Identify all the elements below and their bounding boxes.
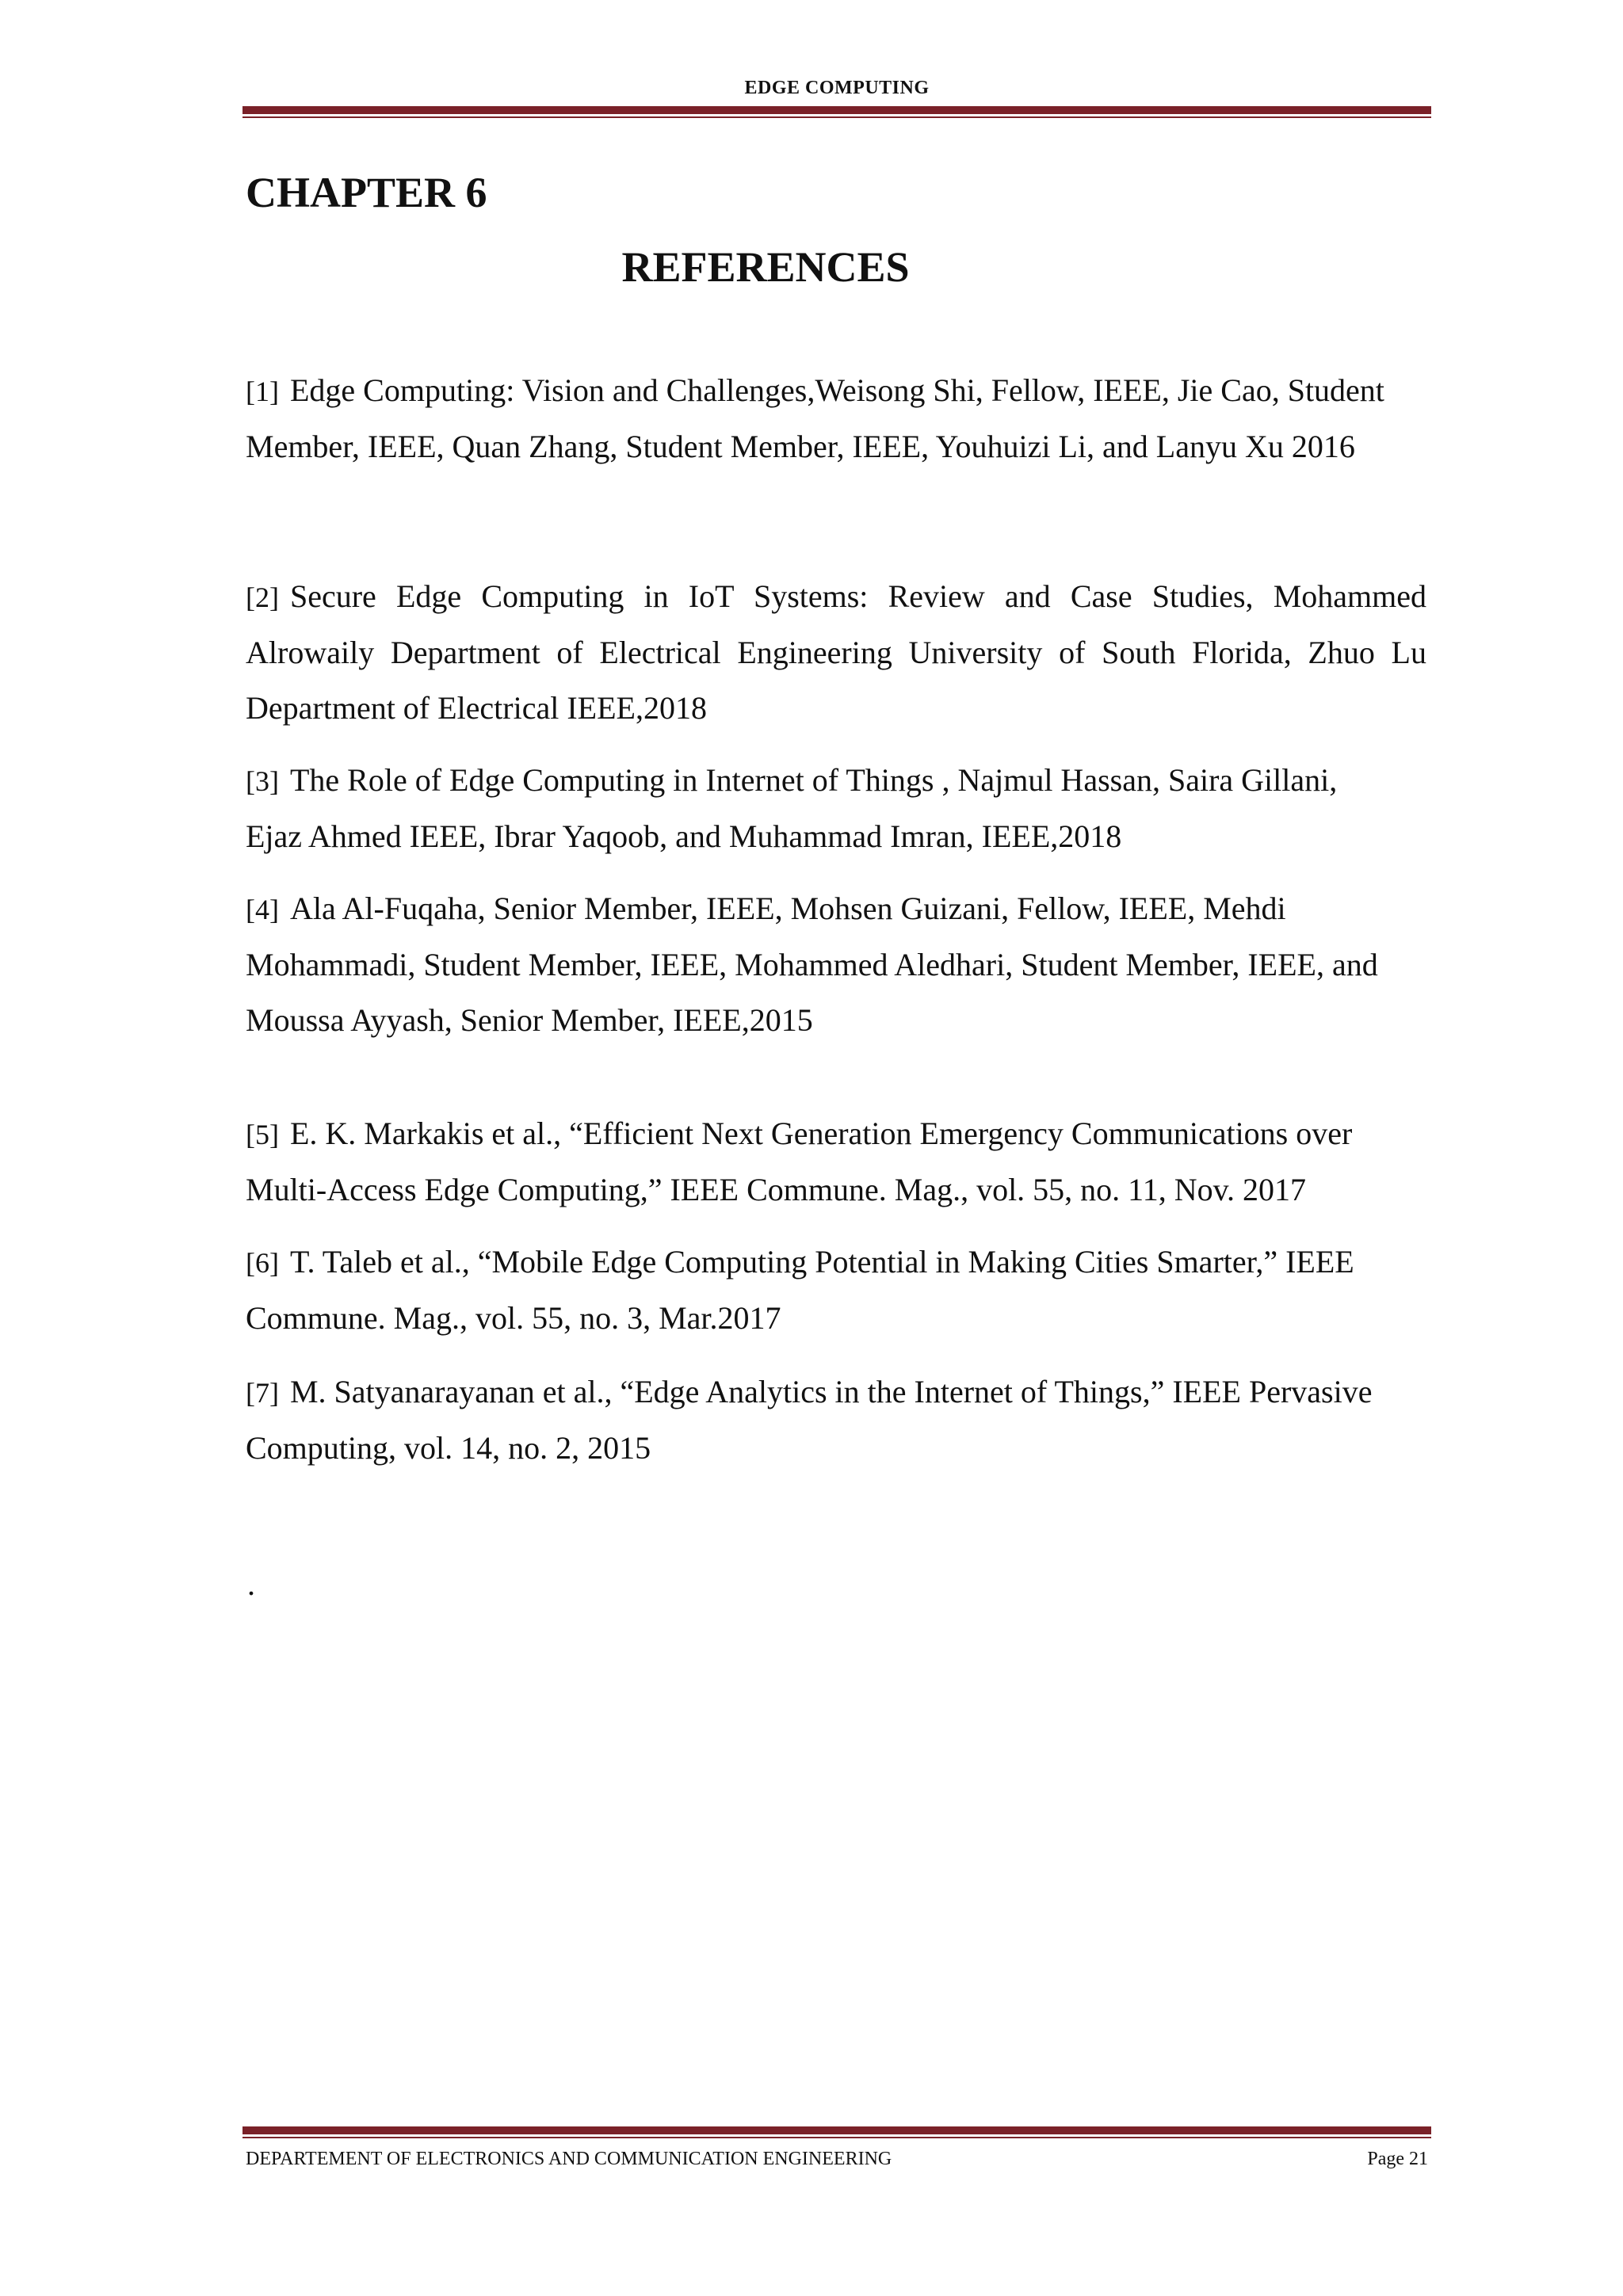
reference-text: M. Satyanarayanan et al., “Edge Analytics in the Internet of Things,” IEEE Pervasive Computing, vol. 14, no. 2, 2015 xyxy=(246,1374,1373,1466)
reference-item xyxy=(246,881,1426,1048)
reference-item xyxy=(246,363,1395,475)
reference-number: [7] xyxy=(246,1377,279,1409)
reference-item xyxy=(246,1364,1426,1476)
chapter-heading: CHAPTER 6 xyxy=(246,169,487,216)
header-rule-thin xyxy=(242,116,1431,118)
page-number: Page 21 xyxy=(1367,2149,1428,2169)
footer-rule-thin xyxy=(242,2137,1431,2138)
reference-text: E. K. Markakis et al., “Efficient Next Generation Emergency Communications over Multi-Access Edge Computing,” IEEE Commune. Mag., vol. 55, no. 11, Nov. 2017 xyxy=(246,1116,1353,1207)
reference-number: [2] xyxy=(246,582,279,613)
reference-number: [1] xyxy=(246,376,279,407)
reference-text: The Role of Edge Computing in Internet of Things , Najmul Hassan, Saira Gillani, Ejaz Ahmed IEEE, Ibrar Yaqoob, and Muhammad Imran, IEEE,2018 xyxy=(246,762,1338,854)
reference-item xyxy=(246,569,1426,736)
reference-number: [6] xyxy=(246,1247,279,1279)
reference-number: [5] xyxy=(246,1119,279,1150)
reference-item xyxy=(246,1234,1403,1346)
trailing-mark: . xyxy=(247,1566,255,1602)
reference-number: [3] xyxy=(246,765,279,797)
running-header: EDGE COMPUTING xyxy=(744,78,930,98)
reference-text: Ala Al-Fuqaha, Senior Member, IEEE, Mohsen Guizani, Fellow, IEEE, Mehdi Mohammadi, Student Member, IEEE, Mohammed Aledhari, Student Member, IEEE, and Moussa Ayyash, Senior Member, IEEE,2015 xyxy=(246,891,1378,1038)
footer-department: DEPARTEMENT OF ELECTRONICS AND COMMUNICATION ENGINEERING xyxy=(246,2149,892,2169)
reference-number: [4] xyxy=(246,894,279,925)
reference-text: Secure Edge Computing in IoT Systems: Review and Case Studies, Mohammed Alrowaily Department of Electrical Engineering University of South Florida, Zhuo Lu Department of Electrical IEEE,2018 xyxy=(246,578,1426,726)
header-rule-thick xyxy=(242,106,1431,114)
reference-text: Edge Computing: Vision and Challenges,Weisong Shi, Fellow, IEEE, Jie Cao, Student Member, IEEE, Quan Zhang, Student Member, IEEE, Youhuizi Li, and Lanyu Xu 2016 xyxy=(246,372,1384,464)
section-title: REFERENCES xyxy=(621,243,910,291)
footer-rule-thick xyxy=(242,2126,1431,2134)
reference-item xyxy=(246,753,1395,864)
reference-text: T. Taleb et al., “Mobile Edge Computing Potential in Making Cities Smarter,” IEEE Commune. Mag., vol. 55, no. 3, Mar.2017 xyxy=(246,1244,1354,1336)
reference-item xyxy=(246,1106,1403,1218)
